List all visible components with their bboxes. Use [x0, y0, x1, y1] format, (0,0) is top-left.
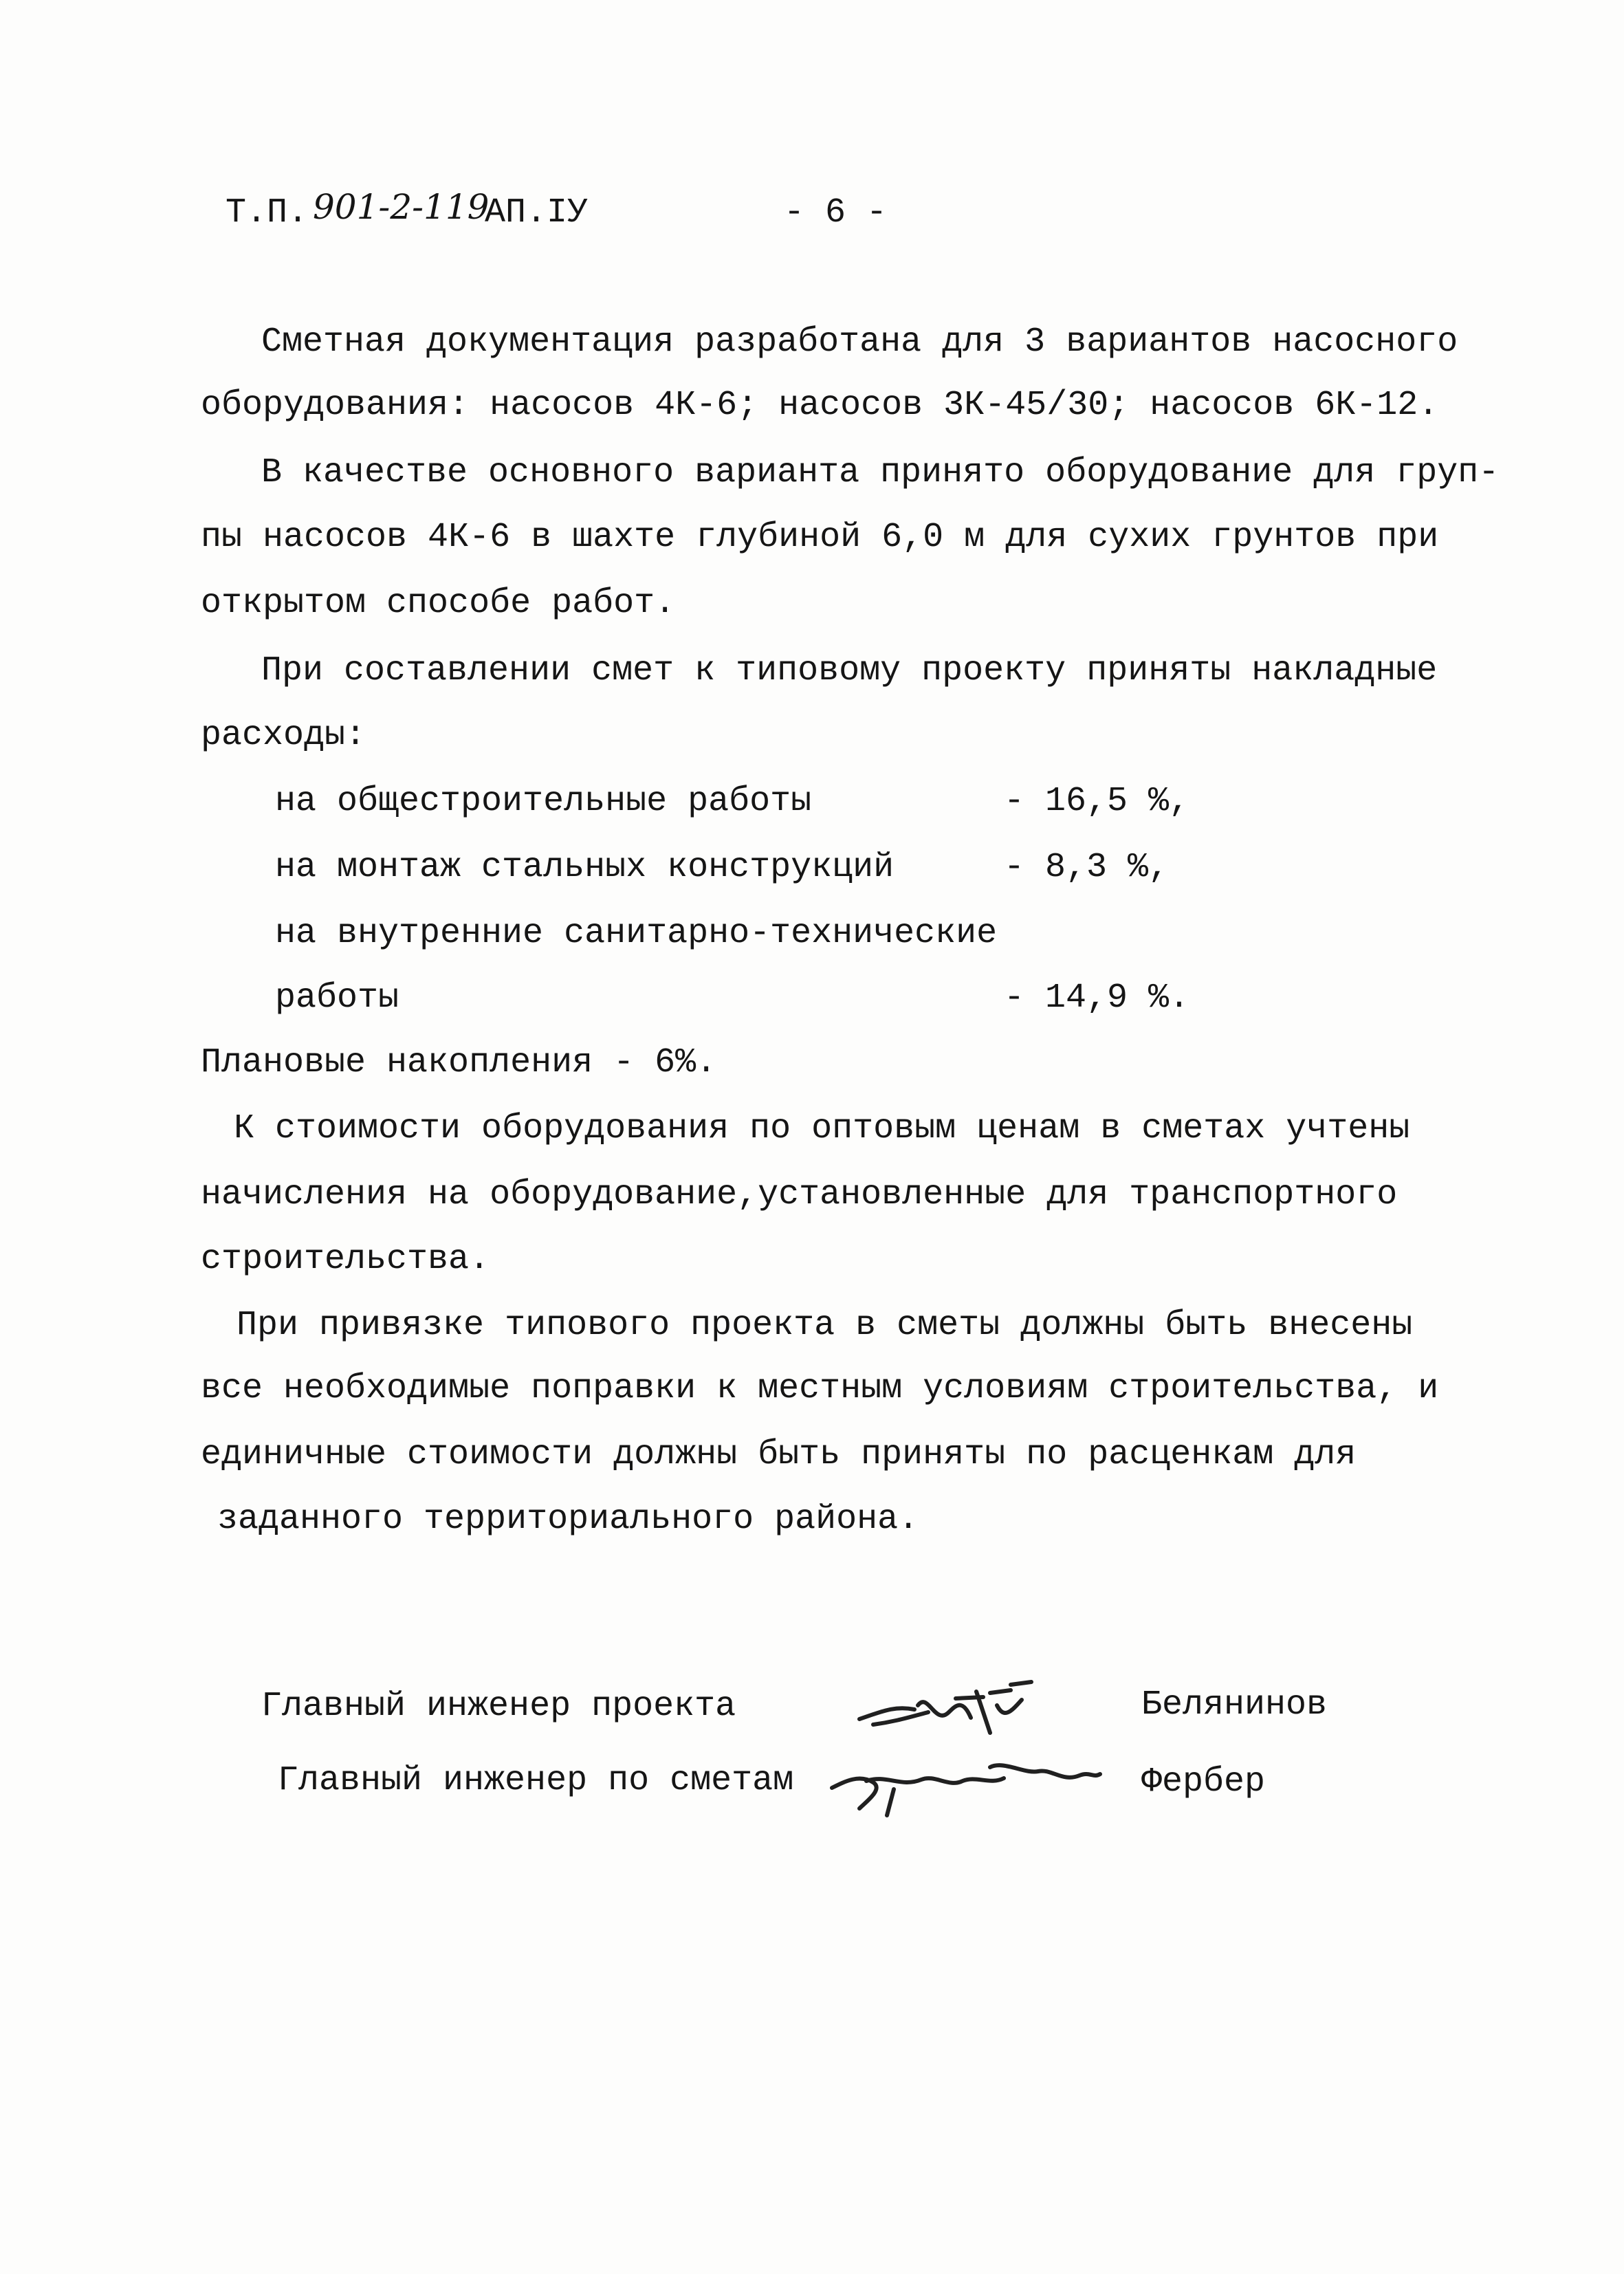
paragraph-3-line-1: При составлении смет к типовому проекту приняты накладные	[261, 651, 1438, 690]
paragraph-3-line-2: расходы:	[201, 716, 366, 755]
signature-mark-2	[818, 1740, 1107, 1829]
overhead-value: - 16,5 %,	[1004, 782, 1190, 821]
paragraph-4-line-3: строительства.	[201, 1240, 490, 1279]
overhead-label: на монтаж стальных конструкций	[275, 848, 895, 887]
paragraph-2-line-2: пы насосов 4К-6 в шахте глубиной 6,0 м для сухих грунтов при	[201, 518, 1439, 557]
paragraph-2-line-1: В качестве основного варианта принято оборудование для груп-	[261, 453, 1500, 492]
paragraph-4-line-2: начисления на оборудование,установленные для транспортного	[201, 1175, 1398, 1214]
page-number: - 6 -	[784, 193, 888, 232]
paragraph-1-line-2: оборудования: насосов 4К-6; насосов 3К-45/30; насосов 6К-12.	[201, 386, 1439, 425]
signature-role-chief-engineer: Главный инженер проекта	[261, 1687, 736, 1726]
document-code-handwritten: 901-2-119	[313, 187, 490, 227]
signature-mark-1	[853, 1664, 1045, 1747]
paragraph-5-line-4: заданного территориального района.	[217, 1500, 919, 1539]
overhead-label: работы	[275, 979, 399, 1018]
signature-name-estimates-engineer: Фербер	[1141, 1762, 1266, 1802]
paragraph-1-line-1: Сметная документация разработана для 3 вариантов насосного	[261, 322, 1458, 362]
paragraph-5-line-1: При привязке типового проекта в сметы должны быть внесены	[237, 1306, 1413, 1345]
document-code-suffix: АП.IУ	[485, 193, 589, 232]
signature-role-estimates-engineer: Главный инженер по сметам	[278, 1761, 794, 1800]
overhead-label: на общестроительные работы	[275, 782, 812, 821]
planned-savings: Плановые накопления - 6%.	[201, 1043, 717, 1082]
overhead-label: на внутренние санитарно-технические	[275, 914, 998, 953]
paragraph-4-line-1: К стоимости оборудования по оптовым ценам в сметах учтены	[234, 1109, 1410, 1148]
paragraph-5-line-2: все необходимые поправки к местным условиям строительства, и	[201, 1369, 1439, 1408]
paragraph-2-line-3: открытом способе работ.	[201, 584, 676, 623]
paragraph-5-line-3: единичные стоимости должны быть приняты по расценкам для	[201, 1435, 1357, 1474]
document-code-prefix: Т.П.	[226, 193, 309, 232]
overhead-value: - 8,3 %,	[1004, 848, 1170, 887]
overhead-value: - 14,9 %.	[1004, 979, 1190, 1018]
signature-name-chief-engineer: Белянинов	[1141, 1685, 1328, 1725]
